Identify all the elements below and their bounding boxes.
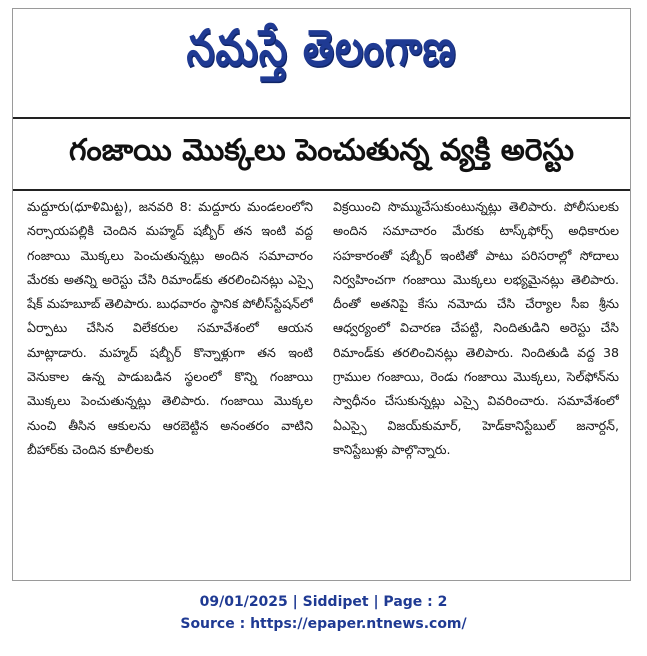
clipping-frame — [12, 8, 631, 581]
article-body — [27, 195, 619, 573]
footer-source: Source : https://epaper.ntnews.com/ — [180, 616, 467, 632]
article-headline: గంజాయి మొక్కలు పెంచుతున్న వ్యక్తి అరెస్టు — [69, 133, 574, 168]
headline-top-rule — [13, 117, 630, 119]
headline-bottom-rule — [13, 189, 630, 191]
article-column-right: విక్రయించి సొమ్ముచేసుకుంటున్నట్లు తెలిపారు. పోలీసులకు అందిన సమాచారం మేరకు టాస్క్‌ఫోర్స్ అధికారుల సహకారంతో షబ్బీర్ ఇంటితో పాటు పరిసరాల్లో సోదాలు నిర్వహించగా గంజాయి మొక్కలు లభ్యమైనట్లు తెలిపారు. దీంతో అతనిపై కేసు నమోదు చేసి చేర్యాల సీఐ శ్రీను ఆధ్వర్యంలో విచారణ చేపట్టి, నిందితుడిని అరెస్టు చేసి రిమాండ్‌కు తరలించినట్లు తెలిపారు. నిందితుడి వద్ద 38 గ్రాముల గంజాయి, రెండు గంజాయి మొక్కలు, సెల్‌ఫోన్‌ను స్వాధీనం చేసుకున్నట్లు ఎస్సై వివరించారు. సమావేశంలో ఏఎస్సై విజయ్‌కుమార్, హెడ్‌కానిస్టేబుల్ జనార్దన్, కానిస్టేబుళ్లు పాల్గొన్నారు. — [333, 199, 619, 457]
masthead-logo-text: నమస్తే తెలంగాణ — [186, 20, 457, 78]
footer-date-edition: 09/01/2025 | Siddipet | Page : 2 — [199, 594, 448, 610]
newspaper-masthead — [13, 9, 630, 101]
article-column-left: మద్దూరు(ధూళిమిట్ట), జనవరి 8: మద్దూరు మండలంలోని నర్సాయపల్లికి చెందిన మహ్మద్ షబ్బీర్ తన ఇంటి వద్ద గంజాయి మొక్కలు పెంచుతున్నట్లు అందిన సమాచారం మేరకు అతన్ని అరెస్టు చేసి రిమాండ్‌కు తరలించినట్లు ఎస్సై షేక్ మహబూబ్ తెలిపారు. బుధవారం స్థానిక పోలీస్‌స్టేషన్‌లో ఏర్పాటు చేసిన విలేకరుల సమావేశంలో ఆయన మాట్లాడారు. మహ్మద్ షబ్బీర్ కొన్నాళ్లుగా తన ఇంటి వెనుకాల ఉన్న పాడుబడిన స్థలంలో కొన్ని గంజాయి మొక్కలు పెంచుతున్నట్లు తెలిపారు. గంజాయి మొక్కల నుంచి తీసిన ఆకులను ఆరబెట్టిన అనంతరం వాటిని బీహార్‌కు చెందిన కూలీలకు — [27, 199, 313, 457]
